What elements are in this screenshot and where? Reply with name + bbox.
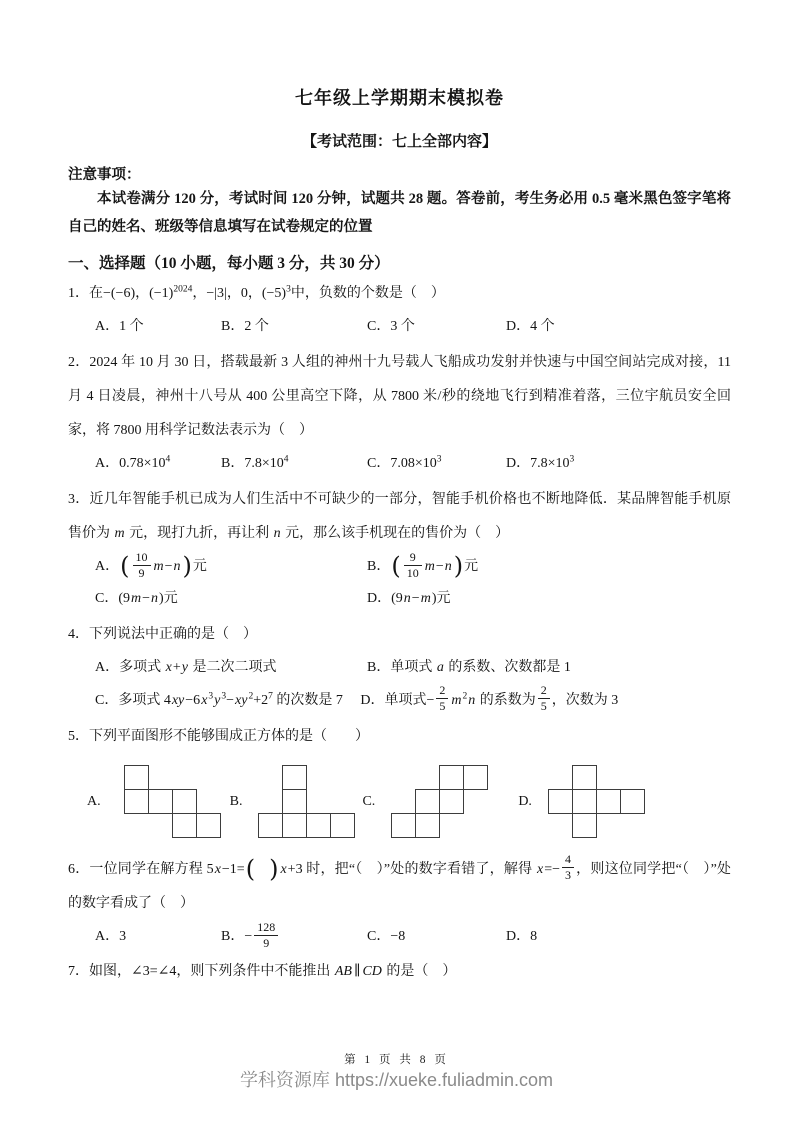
net-cell xyxy=(596,789,621,814)
section-heading-choice: 一、选择题（10 小题，每小题 3 分，共 30 分） xyxy=(68,255,390,273)
net-cell xyxy=(620,789,645,814)
question-6-option-c: C．−8 xyxy=(367,929,406,945)
net-cell xyxy=(172,789,197,814)
net-cell xyxy=(572,789,597,814)
question-3-option-a: A．( $\frac{10}{9}$ m−n)元 xyxy=(95,549,207,581)
question-1-option-c: C．3 个 xyxy=(367,319,415,335)
question-1 xyxy=(68,277,731,343)
question-6-option-d: D．8 xyxy=(506,929,538,945)
net-cell xyxy=(330,813,355,838)
question-4-option-a: A．多项式 x+y 是二次二项式 xyxy=(95,659,277,675)
question-1-option-d: D．4 个 xyxy=(506,319,555,335)
net-cell xyxy=(124,765,149,790)
question-1-stem: 1．在−(−6)，$(-1)^{2024}$，−|3|，0，$(-5)^3$中，负数的个数是（ ） xyxy=(68,284,445,302)
net-cell xyxy=(415,813,440,838)
net-cell xyxy=(572,813,597,838)
question-2-option-c: C．$7.08\times 10^3$ xyxy=(367,454,442,472)
net-label-b: B. xyxy=(229,793,243,809)
cube-net-figure-a xyxy=(124,765,222,839)
net-cell xyxy=(282,789,307,814)
question-1-option-a: A．1 个 xyxy=(95,319,144,335)
question-2 xyxy=(68,346,731,481)
net-cell xyxy=(196,813,221,838)
question-5 xyxy=(68,720,731,840)
net-cell xyxy=(439,765,464,790)
question-4-options-row2 xyxy=(68,684,731,718)
question-1-option-b: B．2 个 xyxy=(221,319,269,335)
question-2-options xyxy=(68,448,731,480)
net-cell xyxy=(572,765,597,790)
net-label-a: A. xyxy=(87,793,101,809)
question-4-option-c: C．多项式 $4xy-6x^3y^3-xy^2+2^7$ 的次数是 7 xyxy=(95,691,343,709)
question-4-options-row1 xyxy=(68,652,731,684)
net-cell xyxy=(172,813,197,838)
notice-label: 注意事项： xyxy=(68,167,141,183)
question-3-options-row1 xyxy=(68,551,731,583)
question-6-option-b: B．− $\frac{128}{9}$ xyxy=(221,921,367,953)
question-5-figures xyxy=(68,763,731,841)
net-cell xyxy=(148,789,173,814)
net-cell xyxy=(282,813,307,838)
question-5-stem: 5．下列平面图形不能够围成正方体的是（ ） xyxy=(68,729,369,745)
question-6-options xyxy=(68,921,731,953)
question-1-options xyxy=(68,311,731,343)
net-cell xyxy=(439,789,464,814)
page-title: 七年级上学期期末模拟卷 xyxy=(295,88,504,108)
question-3-options-row2 xyxy=(68,583,731,615)
question-6 xyxy=(68,853,731,954)
net-label-d: D. xyxy=(518,793,532,809)
net-label-c: C. xyxy=(362,793,376,809)
net-cell xyxy=(391,813,416,838)
notice-paragraph: 本试卷满分 120 分，考试时间 120 分钟，试题共 28 题。答卷前，考生务必用 0.5 毫米黑色签字笔将自己的姓名、班级等信息填写在试卷规定的位置 xyxy=(68,191,731,235)
question-4-option-b: B．单项式 a 的系数、次数都是 1 xyxy=(367,659,571,675)
question-4 xyxy=(68,618,731,719)
net-cell xyxy=(463,765,488,790)
question-2-option-b: B．$7.8\times 10^4$ xyxy=(221,454,289,472)
cube-net-figure-c xyxy=(391,765,489,839)
net-cell xyxy=(282,765,307,790)
question-4-option-d: D．单项式− $\frac{2}{5}$ $m^2n$ 的系数为 $\frac{2}{5}$ ，次数为 3 xyxy=(360,683,619,714)
net-cell xyxy=(548,789,573,814)
net-cell xyxy=(306,813,331,838)
exam-scope-subtitle: 【考试范围：七上全部内容】 xyxy=(301,134,497,150)
question-2-option-d: D．$7.8\times 10^3$ xyxy=(506,454,575,472)
watermark-text: 学科资源库 https://xueke.fuliadmin.com xyxy=(239,1070,554,1090)
question-6-stem: 6．一位同学在解方程 5x−1=( ) x+3 时，把“（ ）”处的数字看错了，解得 x=− $\frac{4}{3}$ ，则这位同学把“（ ）”处的数字看成了（ ） xyxy=(68,851,731,911)
question-6-option-a: A．3 xyxy=(95,929,127,945)
question-3-option-b: B．( $\frac{9}{10}$ m−n)元 xyxy=(367,549,479,581)
net-cell xyxy=(124,789,149,814)
question-2-option-a: A．$0.78\times 10^4$ xyxy=(95,454,171,472)
cube-net-figure-d xyxy=(548,765,646,839)
question-7-stem: 7．如图，∠3=∠4，则下列条件中不能推出 AB ∥ CD 的是（ ） xyxy=(68,964,457,980)
page-number: 第 1 页 共 8 页 xyxy=(344,1054,449,1066)
net-cell xyxy=(258,813,283,838)
question-7 xyxy=(68,955,731,989)
question-3 xyxy=(68,483,731,616)
question-3-stem: 3．近几年智能手机已成为人们生活中不可缺少的一部分，智能手机价格也不断地降低．某品牌智能手机原售价为 m 元，现打九折，再让利 n 元，那么该手机现在的售价为（ ） xyxy=(68,491,731,541)
question-3-option-c: C．(9m−n)元 xyxy=(95,591,178,607)
net-cell xyxy=(415,789,440,814)
question-2-stem: 2．2024 年 10 月 30 日，搭载最新 3 人组的神州十九号载人飞船成功发射并快速与中国空间站完成对接，11 月 4 日凌晨，神州十八号从 400 公里高空下降，从 7800 米/秒的绕地飞行到精准着落，三位宇航员安全回家，将 7800 用科学记数法表示为（ ） xyxy=(68,354,731,439)
cube-net-figure-b xyxy=(258,765,356,839)
question-3-option-d: D．(9n−m)元 xyxy=(367,591,451,607)
question-4-stem: 4．下列说法中正确的是（ ） xyxy=(68,626,257,642)
